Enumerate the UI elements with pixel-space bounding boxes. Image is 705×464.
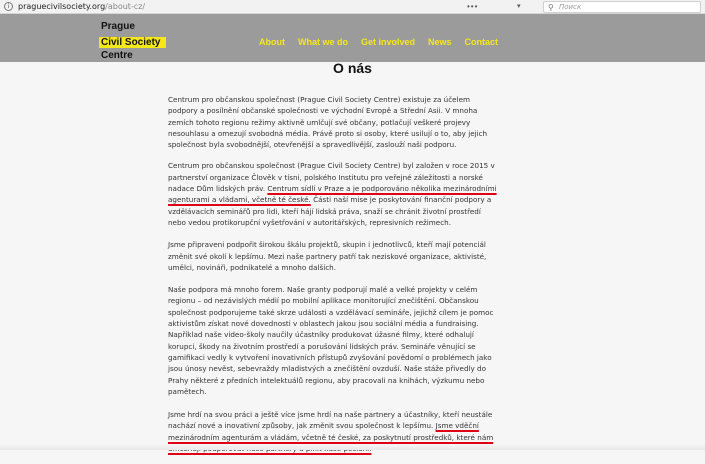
url-path: /about-cz/	[105, 2, 146, 11]
dropdown-arrow-icon[interactable]: ▾	[517, 3, 521, 10]
nav-get-involved[interactable]: Get involved	[361, 37, 416, 47]
paragraph-2-end: Části naší mise je poskytování finanční podpory a vzdělávacích seminářů pro lidi, kteří hájí lidská práva, snaží se chránit životní prostředí nebo vedou protikorupční vyšetřování v autoritářských, represivních režimech.	[168, 195, 492, 227]
page-title: O nás	[333, 60, 372, 76]
main-nav	[259, 37, 511, 48]
browser-toolbar	[0, 0, 705, 14]
paragraph-4: Naše podpora má mnoho forem. Naše granty podporují malé a velké projekty v celém regionu – od nezávislých médií po mobilní aplikace monitorující znečištění. Občanskou společnost podporujeme také skrze události a vzdělávací semináře, jejichž cílem je pomoc aktivistům získat nové dovednosti v oblastech jakou jsou sociální média a fundraising. Například naše video-školy naučily účastníky produkovat úžasné filmy, které odhalují korupci, škody na životním prostředí a porušování lidských práv. Semináře věnující se gamifikaci vedly k vytvoření inovativních přístupů zvyšování povědomí o problémech jako jsou únosy nevěst, sebevraždy mladistvých a znečištění ovzduší. Naše stáže přivedly do Prahy některé z předních intelektuálů regionu, aby pracovali na knihách, výzkumu nebo pamětech.	[168, 285, 494, 396]
search-input[interactable]	[559, 2, 697, 12]
more-actions-icon[interactable]: •••	[467, 2, 479, 11]
nav-about[interactable]: About	[259, 37, 285, 47]
logo-line-3: Centre	[101, 50, 133, 61]
site-header	[0, 14, 705, 62]
paragraph-2	[168, 160, 498, 228]
paragraph-1: Centrum pro občanskou společnost (Prague Civil Society Centre) existuje za účelem podpory a posílnění občanské společnosti ve východní Evropě a Střední Asii. V mnoha zemích tohoto regionu režimy aktivně umlčují své občany, potlačují veškeré projevy nesouhlasu a omezují svobodná média. Právě proto si osoby, které usilují o to, aby jejich společnost byla svobodnější, otevřenější a spravedlivější, zaslouží naši podporu.	[168, 95, 488, 150]
address-bar[interactable]	[18, 1, 145, 13]
page-bottom-edge	[0, 444, 705, 450]
nav-what-we-do[interactable]: What we do	[298, 37, 348, 47]
logo-line-1: Prague	[101, 21, 135, 32]
underlined-funding-note: Centrum sídlí v Praze a je podporováno několika mezinárodními agenturami a vládami, včetně té české.	[168, 184, 497, 205]
search-icon: ⚲	[548, 3, 554, 12]
paragraph-2-start: Centrum pro občanskou společnost (Prague Civil Society Centre) byl založen v roce 2015 v partnerství organizace Člověk v tísni, polského Institutu pro veřejné záležitosti a norské nadace Dům lidských práv.	[168, 161, 495, 194]
url-host: praguecivilsociety.org	[18, 2, 106, 11]
logo-line-2: Civil Society	[99, 37, 166, 48]
info-icon[interactable]: i	[4, 2, 13, 11]
site-logo[interactable]	[101, 21, 171, 61]
paragraph-3: Jsme připraveni podpořit širokou škálu projektů, skupin i jednotlivců, kteří mají potenciál změnit své okolí k lepšímu. Mezi naše partnery patří tak neziskové organizace, aktivisté, umělci, novináři, podnikatelé a mnoho dalších.	[168, 240, 487, 272]
nav-news[interactable]: News	[428, 37, 452, 47]
underlined-gratitude-note: Jsme vděční mezinárodním agenturám a vládám, včetně té české, za poskytnutí prostředků, které nám	[168, 421, 494, 442]
search-box[interactable]	[543, 1, 701, 13]
article-body	[168, 94, 498, 464]
nav-contact[interactable]: Contact	[464, 37, 499, 47]
paragraph-5-start: Jsme hrdí na svou práci a ještě více jsme hrdí na naše partnery a účastníky, kteří neustále nachází nové a inovativní způsoby, jak změnit svou společnost k lepšímu.	[168, 410, 493, 431]
